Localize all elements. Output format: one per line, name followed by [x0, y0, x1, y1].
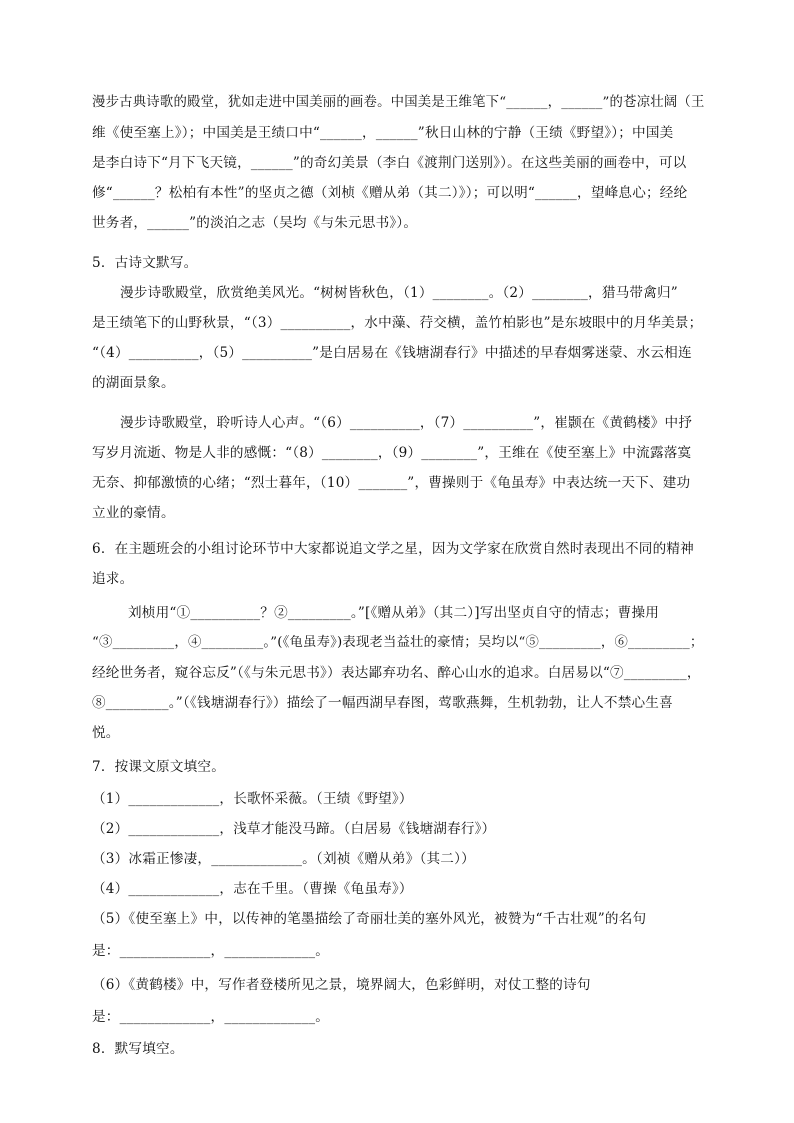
- intro-line: 修“______？松柏有本性”的坚贞之德（刘桢《赠从弟（其二）》）；可以明“______，望峰息心；经纶: [92, 185, 688, 201]
- q6-para-line: 悦。: [92, 725, 120, 741]
- q5-para2-line: 写岁月流逝、物是人非的感慨：“（8）________，（9）________”，王维在《使至塞上》中流露落寞: [92, 445, 692, 461]
- q5-para2-line: 无奈、抑郁激愤的心绪；“烈士暮年，（10）_______”，曹操则于《龟虽寿》中表达统一天下、建功: [92, 475, 691, 491]
- intro-line: 维《使至塞上》）；中国美是王绩口中“______，______”秋日山林的宁静（王绩《野望》）；中国美: [92, 125, 674, 141]
- q7-item: 是：_____________，_____________。: [92, 1009, 330, 1025]
- q5-para1-line: 是王绩笔下的山野秋景，“（3）__________，水中藻、荇交横，盖竹柏影也”是东坡眼中的月华美景；: [92, 315, 703, 331]
- intro-line: 漫步古典诗歌的殿堂，犹如走进中国美丽的画卷。中国美是王维笔下“______，______”的苍凉壮阔（王: [92, 95, 705, 110]
- q5-para2-line: 立业的豪情。: [92, 505, 175, 521]
- q6-para-line: “③_________，④_________。”(《龟虽寿》)表现老当益壮的豪情；吴均以“⑤_________，⑥_________；: [92, 635, 704, 650]
- question-5-title: 5．古诗文默写。: [92, 255, 198, 271]
- intro-line: 是李白诗下“月下飞天镜，______”的奇幻美景（李白《渡荆门送别》）。在这些美丽的画卷中，可以: [92, 155, 687, 171]
- question-6-title: 追求。: [92, 571, 134, 587]
- q7-item: 是：_____________，_____________。: [92, 943, 330, 959]
- q7-item: （5）《使至塞上》中，以传神的笔墨描绘了奇丽壮美的塞外风光，被赞为“千古壮观”的名句: [92, 911, 647, 927]
- q7-item: （2）_____________，浅草才能没马蹄。（白居易《钱塘湖春行》）: [92, 821, 496, 837]
- q5-para1-line: 漫步诗歌殿堂，欣赏绝美风光。“树树皆秋色，（1）________。（2）________，猎马带禽归”: [120, 285, 678, 301]
- question-8-title: 8．默写填空。: [92, 1041, 184, 1057]
- q7-item: （3）冰霜正惨凄，_____________。（刘祯《赠从弟》（其二））: [92, 851, 475, 867]
- question-6-title: 6．在主题班会的小组讨论环节中大家都说追文学之星，因为文学家在欣赏自然时表现出不同的精神: [92, 541, 694, 557]
- q5-para1-line: “（4）__________，（5）__________”是白居易在《钱塘湖春行》中描述的早春烟雾迷蒙、水云相连: [92, 345, 692, 361]
- q7-item: （6）《黄鹤楼》中，写作者登楼所见之景，境界阔大，色彩鲜明，对仗工整的诗句: [92, 977, 591, 993]
- q7-item: （1）_____________，长歌怀采薇。（王绩《野望》）: [92, 791, 413, 807]
- q6-para-line: 刘桢用“①__________？②_________。”[《赠从弟》（其二）]写出坚贞自守的情志；曹操用: [128, 605, 660, 621]
- q5-para2-line: 漫步诗歌殿堂，聆听诗人心声。“（6）__________，（7）__________”，崔颢在《黄鹤楼》中抒: [120, 415, 693, 431]
- q5-para1-line: 的湖面景象。: [92, 375, 175, 391]
- intro-line: 世务者，______”的淡泊之志（吴均《与朱元思书》）。: [92, 215, 418, 231]
- question-7-title: 7．按课文原文填空。: [92, 759, 225, 775]
- q6-para-line: ⑧_________。”（《钱塘湖春行》）描绘了一幅西湖早春图，莺歌燕舞，生机勃勃，让人不禁心生喜: [92, 695, 673, 711]
- q6-para-line: 经纶世务者，窥谷忘反”（《与朱元思书》）表达鄙弃功名、醉心山水的追求。白居易以“⑦_________，: [92, 665, 701, 681]
- q7-item: （4）_____________，志在千里。（曹操《龟虽寿》）: [92, 881, 413, 897]
